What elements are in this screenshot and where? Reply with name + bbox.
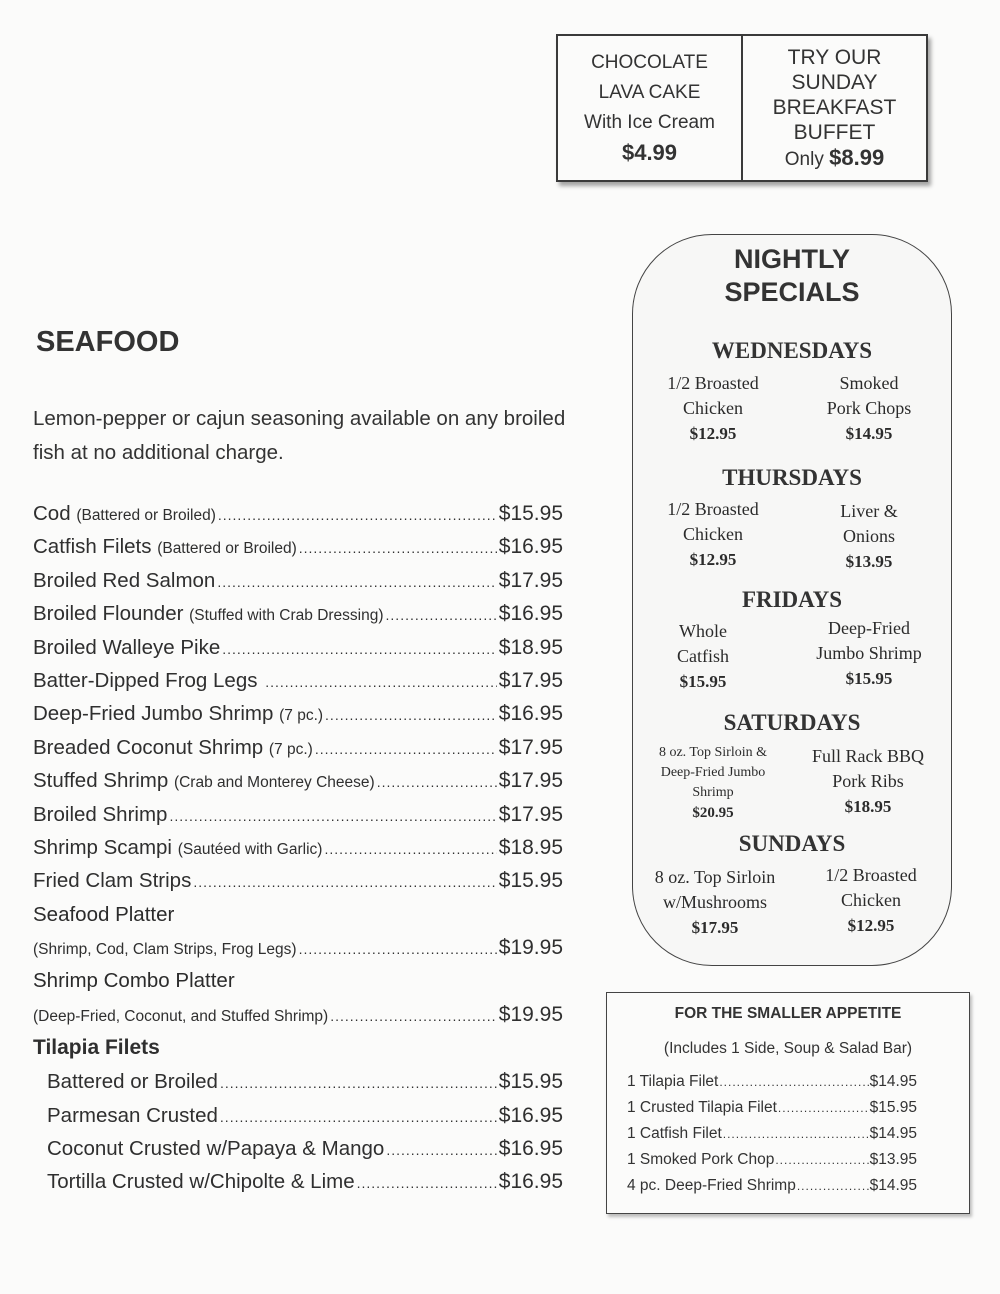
item-price: $19.95 <box>498 1002 563 1026</box>
item-name: Batter-Dipped Frog Legs <box>33 668 258 692</box>
special-line: Chicken <box>841 890 901 910</box>
special-line: Liver & <box>840 501 898 521</box>
item-note: (Sautéed with Garlic) <box>177 840 323 858</box>
menu-item <box>33 769 563 802</box>
menu-item <box>33 803 563 836</box>
leader-dots <box>299 540 497 556</box>
leader-dots <box>218 507 497 523</box>
special-line: 8 oz. Top Sirloin & <box>658 745 768 760</box>
buffet-only-label: Only <box>784 148 824 170</box>
smaller-item <box>627 1125 917 1151</box>
item-price: $16.95 <box>498 1103 563 1127</box>
item-price: $14.95 <box>869 1073 917 1090</box>
dessert-price: $4.99 <box>621 140 678 165</box>
special-line: Catfish <box>677 646 729 666</box>
menu-item <box>33 602 563 635</box>
leader-dots <box>377 774 497 790</box>
leader-dots <box>169 808 496 824</box>
leader-dots <box>386 607 497 623</box>
special-line: Chicken <box>683 524 743 544</box>
item-name: Tortilla Crusted w/Chipolte & Lime <box>47 1170 355 1194</box>
item-note: (7 pc.) <box>268 740 313 758</box>
item-name: Broiled Walleye Pike <box>33 635 221 659</box>
leader-dots <box>723 1127 869 1141</box>
smaller-item <box>627 1099 917 1125</box>
menu-item <box>33 836 563 869</box>
leader-dots <box>325 707 497 723</box>
item-price: $16.95 <box>498 602 563 626</box>
special-line: Jumbo Shrimp <box>816 643 922 663</box>
leader-dots <box>719 1075 868 1089</box>
nightly-title <box>633 243 951 309</box>
special-price: $12.95 <box>689 550 737 569</box>
special-left <box>641 743 785 823</box>
special-line: Whole <box>679 621 727 641</box>
item-price: $16.95 <box>498 702 563 726</box>
special-left <box>643 497 783 572</box>
menu-item <box>33 736 563 769</box>
leader-dots <box>220 1109 497 1125</box>
special-line: Pork Chops <box>826 398 912 418</box>
item-price: $17.95 <box>498 668 563 692</box>
special-line: w/Mushrooms <box>662 892 767 912</box>
tilapia-item <box>33 1070 563 1103</box>
item-price: $17.95 <box>498 769 563 793</box>
smaller-item <box>627 1073 917 1099</box>
dessert-line3: With Ice Cream <box>584 112 715 133</box>
seafood-title: SEAFOOD <box>36 326 180 358</box>
smaller-title: FOR THE SMALLER APPETITE <box>674 1005 902 1022</box>
item-name: 4 pc. Deep-Fried Shrimp <box>627 1177 796 1194</box>
leader-dots <box>386 1142 496 1158</box>
item-price: $19.95 <box>498 936 563 960</box>
smaller-list <box>627 1073 917 1203</box>
dessert-promo <box>558 36 741 180</box>
leader-dots <box>330 1008 497 1024</box>
tilapia-title: Tilapia Filets <box>33 1036 160 1060</box>
buffet-line2: SUNDAY <box>791 70 878 94</box>
item-name: Deep-Fried Jumbo Shrimp <box>33 702 274 726</box>
leader-dots <box>324 841 496 857</box>
special-right <box>799 499 939 574</box>
special-right <box>793 744 943 819</box>
tilapia-item <box>33 1104 563 1137</box>
tilapia-item <box>33 1170 563 1203</box>
day-sundays: SUNDAYS <box>738 831 846 856</box>
item-name: Catfish Filets <box>33 535 152 559</box>
item-name: Battered or Broiled <box>47 1070 218 1094</box>
leader-dots <box>265 674 497 690</box>
item-name: Fried Clam Strips <box>33 869 192 893</box>
special-line: 1/2 Broasted <box>667 499 759 519</box>
item-price: $16.95 <box>498 535 563 559</box>
special-line: Shrimp <box>692 785 734 800</box>
item-price: $18.95 <box>498 835 563 859</box>
buffet-line3: BREAKFAST <box>772 95 897 119</box>
special-price: $12.95 <box>847 916 895 935</box>
special-line: Full Rack BBQ <box>811 746 924 766</box>
seafood-intro: Lemon-pepper or cajun seasoning available on any broiled fish at no additional charge. <box>33 407 566 464</box>
smaller-item <box>627 1151 917 1177</box>
item-note: (Battered or Broiled) <box>76 507 216 524</box>
item-name: Cod <box>33 502 71 525</box>
item-note: (7 pc.) <box>279 707 324 725</box>
special-left <box>639 865 791 940</box>
item-price: $15.95 <box>498 502 563 525</box>
buffet-line1: TRY OUR <box>787 45 882 69</box>
tilapia-item <box>33 1137 563 1170</box>
item-price: $15.95 <box>498 869 563 893</box>
special-left <box>633 619 773 694</box>
item-note: (Shrimp, Cod, Clam Strips, Frog Legs) <box>33 941 297 959</box>
item-name: 1 Catfish Filet <box>627 1125 722 1142</box>
leader-dots <box>193 874 496 890</box>
dessert-line2: LAVA CAKE <box>598 82 701 103</box>
promo-boxes <box>556 34 928 182</box>
day-wednesdays: WEDNESDAYS <box>711 338 873 363</box>
item-price: $17.95 <box>498 802 563 826</box>
leader-dots <box>315 741 497 757</box>
day-saturdays: SATURDAYS <box>723 710 861 735</box>
special-right <box>799 371 939 446</box>
special-line: Smoked <box>839 373 899 393</box>
special-line: 1/2 Broasted <box>825 865 917 885</box>
menu-item <box>33 869 563 902</box>
leader-dots <box>220 1075 497 1091</box>
smaller-item <box>627 1177 917 1203</box>
shrimp-combo-name: Shrimp Combo Platter <box>33 969 235 993</box>
nightly-title-line1: NIGHTLY <box>733 244 850 274</box>
special-price: $15.95 <box>845 669 893 688</box>
item-name: Stuffed Shrimp <box>33 769 169 793</box>
nightly-title-line2: SPECIALS <box>724 277 860 307</box>
menu-item <box>33 636 563 669</box>
item-price: $14.95 <box>869 1125 917 1142</box>
special-line: Deep-Fried <box>828 618 910 638</box>
special-price: $20.95 <box>692 805 734 821</box>
item-name: 1 Crusted Tilapia Filet <box>627 1099 777 1116</box>
item-price: $16.95 <box>498 1170 563 1194</box>
item-note: (Deep-Fried, Coconut, and Stuffed Shrimp) <box>33 1007 329 1025</box>
menu-item <box>33 669 563 702</box>
leader-dots <box>299 941 497 957</box>
item-name: Shrimp Scampi <box>33 835 172 859</box>
buffet-line4: BUFFET <box>793 120 876 144</box>
leader-dots <box>357 1175 497 1191</box>
leader-dots <box>797 1179 869 1193</box>
item-note: (Battered or Broiled) <box>157 540 297 558</box>
item-price: $13.95 <box>869 1151 917 1168</box>
item-name: Parmesan Crusted <box>47 1103 218 1127</box>
seafood-platter-name: Seafood Platter <box>33 902 175 926</box>
leader-dots <box>778 1101 869 1115</box>
special-price: $15.95 <box>679 672 727 691</box>
special-line: 8 oz. Top Sirloin <box>654 867 776 887</box>
special-left <box>643 371 783 446</box>
smaller-subtitle: (Includes 1 Side, Soup & Salad Bar) <box>663 1040 913 1057</box>
item-name: Broiled Flounder <box>33 602 184 626</box>
leader-dots <box>222 641 497 657</box>
special-price: $17.95 <box>691 918 739 937</box>
buffet-promo <box>741 36 926 180</box>
leader-dots <box>217 574 496 590</box>
item-price: $14.95 <box>869 1177 917 1194</box>
menu-item <box>33 535 563 568</box>
item-name: Breaded Coconut Shrimp <box>33 735 264 759</box>
special-price: $14.95 <box>845 424 893 443</box>
seafood-platter-item <box>33 936 563 969</box>
special-price: $13.95 <box>845 552 893 571</box>
menu-item <box>33 569 563 602</box>
item-note: (Crab and Monterey Cheese) <box>173 774 375 792</box>
item-price: $17.95 <box>498 568 563 592</box>
item-price: $16.95 <box>498 1137 563 1161</box>
item-name: Broiled Shrimp <box>33 802 168 826</box>
special-price: $12.95 <box>689 424 737 443</box>
special-line: Onions <box>842 526 895 546</box>
day-thursdays: THURSDAYS <box>722 465 862 490</box>
special-line: Chicken <box>683 398 743 418</box>
special-price: $18.95 <box>844 797 892 816</box>
item-price: $17.95 <box>498 735 563 759</box>
item-price: $15.95 <box>869 1099 917 1116</box>
buffet-price-line <box>785 145 884 172</box>
special-line: Deep-Fried Jumbo <box>660 765 766 780</box>
day-fridays: FRIDAYS <box>741 587 843 612</box>
shrimp-combo-item <box>33 1003 563 1036</box>
buffet-price: $8.99 <box>829 144 885 170</box>
smaller-appetite-box <box>606 992 970 1214</box>
item-price: $18.95 <box>498 635 563 659</box>
menu-item <box>33 702 563 735</box>
item-note: (Stuffed with Crab Dressing) <box>189 607 384 625</box>
item-name: 1 Tilapia Filet <box>627 1073 719 1090</box>
item-name: 1 Smoked Pork Chop <box>627 1151 775 1168</box>
dessert-line1: CHOCOLATE <box>591 52 708 73</box>
item-price: $15.95 <box>498 1070 563 1094</box>
special-line: Pork Ribs <box>832 771 904 791</box>
leader-dots <box>775 1153 868 1167</box>
seafood-menu <box>33 502 563 1204</box>
nightly-specials-panel <box>632 234 952 966</box>
item-name: Coconut Crusted w/Papaya & Mango <box>47 1137 385 1161</box>
item-name: Broiled Red Salmon <box>33 568 216 592</box>
menu-item <box>33 502 563 535</box>
special-right <box>799 863 943 938</box>
special-right <box>799 616 939 691</box>
special-line: 1/2 Broasted <box>667 373 759 393</box>
